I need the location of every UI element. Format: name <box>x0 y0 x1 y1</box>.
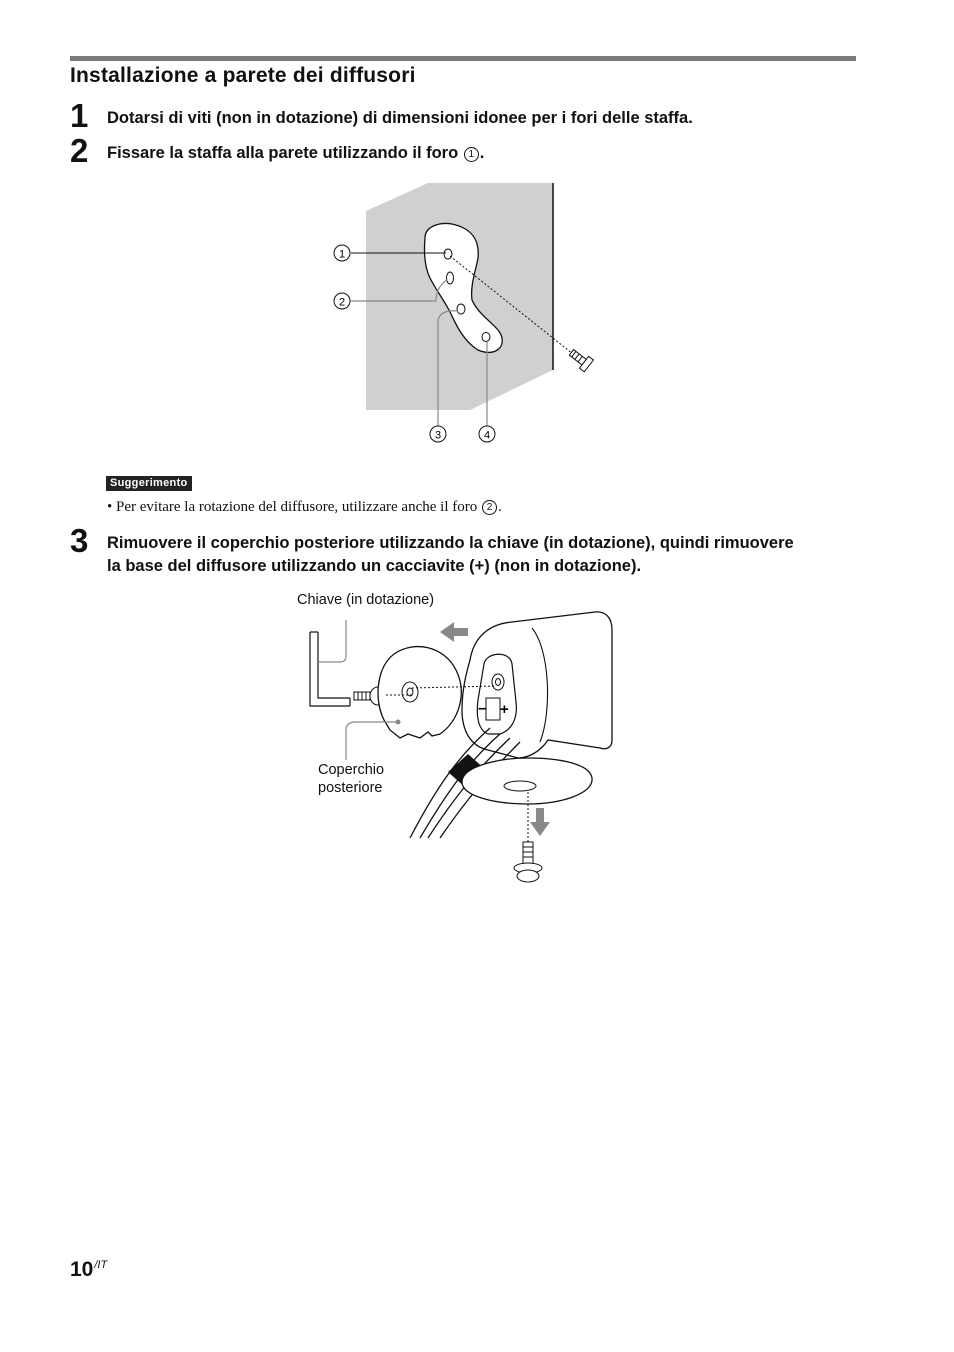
step-1-text: Dotarsi di viti (non in dotazione) di dimensioni idonee per i fori delle staffa. <box>107 109 693 127</box>
minus-sign: – <box>478 700 487 717</box>
tip-text-before: • Per evitare la rotazione del diffusore, utilizzare anche il foro <box>107 499 478 515</box>
page-number <box>70 1258 107 1282</box>
tip-text <box>107 499 502 516</box>
figure1-label-4: 4 <box>483 429 491 442</box>
screw-icon <box>567 346 594 371</box>
figure1-label-2: 2 <box>338 296 346 309</box>
figure1-label-3: 3 <box>434 429 442 442</box>
page-number-value: 10 <box>70 1258 94 1281</box>
bracket-hole-1 <box>444 249 452 259</box>
bracket-hole-2 <box>447 272 454 284</box>
cover-callout-line-1: Coperchio <box>318 762 385 778</box>
step-1-number: 1 <box>70 97 89 134</box>
down-arrow-icon <box>530 808 550 836</box>
key-callout: Chiave (in dotazione) <box>297 592 435 608</box>
speaker-rear-figure <box>300 606 620 890</box>
tip-text-after: . <box>497 499 502 515</box>
bracket-hole-4 <box>482 333 490 342</box>
step-2-text-before: Fissare la staffa alla parete utilizzando il foro <box>107 144 459 162</box>
bracket-arm-shape <box>477 654 516 734</box>
figure1-label-1: 1 <box>338 248 346 261</box>
base-screw-icon <box>514 842 542 882</box>
tip-badge: Suggerimento <box>106 476 192 491</box>
step-2-text <box>107 142 484 165</box>
wall-bracket-figure <box>320 180 620 450</box>
step-2-number: 2 <box>70 132 89 169</box>
page-lang: /IT <box>94 1259 108 1271</box>
step-3-line-1: Rimuovere il coperchio posteriore utilizzando la chiave (in dotazione), quindi rimuovere <box>107 534 794 552</box>
step-3-line-2: la base del diffusore utilizzando un cacciavite (+) (non in dotazione). <box>107 557 642 575</box>
step-3-number: 3 <box>70 522 89 559</box>
page-lang-code: IT <box>97 1259 108 1271</box>
hex-key-icon <box>310 632 350 706</box>
section-title: Installazione a parete dei diffusori <box>70 64 416 87</box>
tip-ref: 2 <box>482 500 497 515</box>
cover-callout-line-2: posteriore <box>318 780 383 796</box>
top-rule <box>70 56 856 61</box>
rear-cover-shape <box>378 647 461 738</box>
plus-sign: + <box>500 701 509 718</box>
left-arrow-icon <box>440 622 468 642</box>
step-2-text-after: . <box>479 144 485 162</box>
step-2-ref: 1 <box>464 147 479 162</box>
bracket-hole-3 <box>457 304 465 314</box>
